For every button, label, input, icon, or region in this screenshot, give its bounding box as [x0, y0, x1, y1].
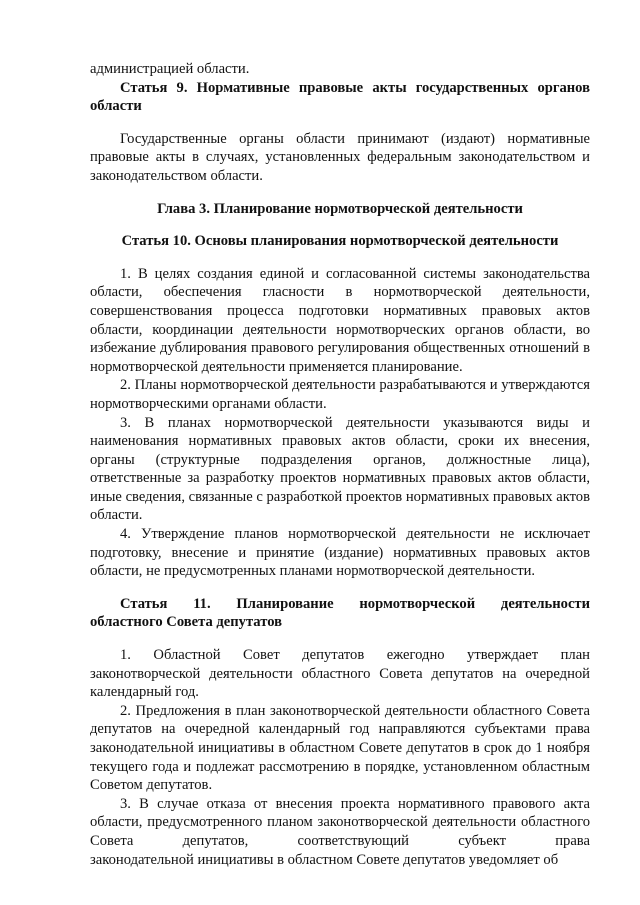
article-11-paragraph-2: 2. Предложения в план законотворческой деятельности областного Совета депутатов на очередной календарный год направляются субъектами права законодательной инициативы в областном Совете депутатов в срок до 1 ноября текущего года и подлежат рассмотрению в порядке, установленном областным Советом депутатов.	[90, 702, 590, 794]
article-10-paragraph-3: 3. В планах нормотворческой деятельности указываются виды и наименования нормативных правовых актов области, сроки их внесения, органы (структурные подразделения органов, должностные лица), ответственные за разработку проектов нормативных правовых актов области, иные сведения, связанные с разработкой проектов нормативных правовых актов области.	[90, 414, 590, 524]
document-body	[90, 60, 590, 869]
article-10-paragraph-2: 2. Планы нормотворческой деятельности разрабатываются и утверждаются нормотворческими органами области.	[90, 377, 590, 412]
spacer	[90, 116, 590, 130]
article-10-title: Статья 10. Основы планирования нормотворческой деятельности	[121, 233, 559, 250]
article-10-paragraph-1: 1. В целях создания единой и согласованной системы законодательства области, обеспечения гласности в нормотворческой деятельности, совершенствования процесса подготовки нормативных правовых актов области, координации деятельности нормотворческих органов области, во избежание дублирования правового регулирования общественных отношений в нормотворческой деятельности применяется планирование.	[90, 265, 590, 375]
article-9-title: Статья 9. Нормативные правовые акты государственных органов области	[90, 79, 590, 115]
spacer	[90, 632, 590, 646]
article-11-paragraph-1: 1. Областной Совет депутатов ежегодно утверждает план законотворческой деятельности областного Совета депутатов на очередной календарный год.	[90, 647, 590, 701]
article-10-paragraph-4: 4. Утверждение планов нормотворческой деятельности не исключает подготовку, внесение и принятие (издание) нормативных правовых актов области, не предусмотренных планами нормотворческой деятельности.	[90, 526, 590, 580]
spacer	[90, 186, 590, 200]
text-fragment-top: администрацией области.	[90, 61, 250, 77]
article-11-title-line-2: областного Совета депутатов	[90, 614, 283, 631]
article-11-paragraph-3-last-line: законодательной инициативы в областном Совете депутатов уведомляет об	[90, 851, 559, 868]
article-9-body: Государственные органы области принимают (издают) нормативные правовые акты в случаях, установленных федеральным законодательством и законодательством области.	[90, 130, 590, 184]
article-11-title-line-1: Статья 11. Планирование нормотворческой деятельности	[120, 595, 590, 612]
article-11-paragraph-3: 3. В случае отказа от внесения проекта нормативного правового акта области, предусмотренного планом законотворческой деятельности областного Совета депутатов, соответствующий субъект права	[90, 795, 590, 849]
spacer	[90, 581, 590, 595]
chapter-3-title: Глава 3. Планирование нормотворческой деятельности	[157, 200, 523, 217]
spacer	[90, 251, 590, 265]
spacer	[90, 218, 590, 232]
